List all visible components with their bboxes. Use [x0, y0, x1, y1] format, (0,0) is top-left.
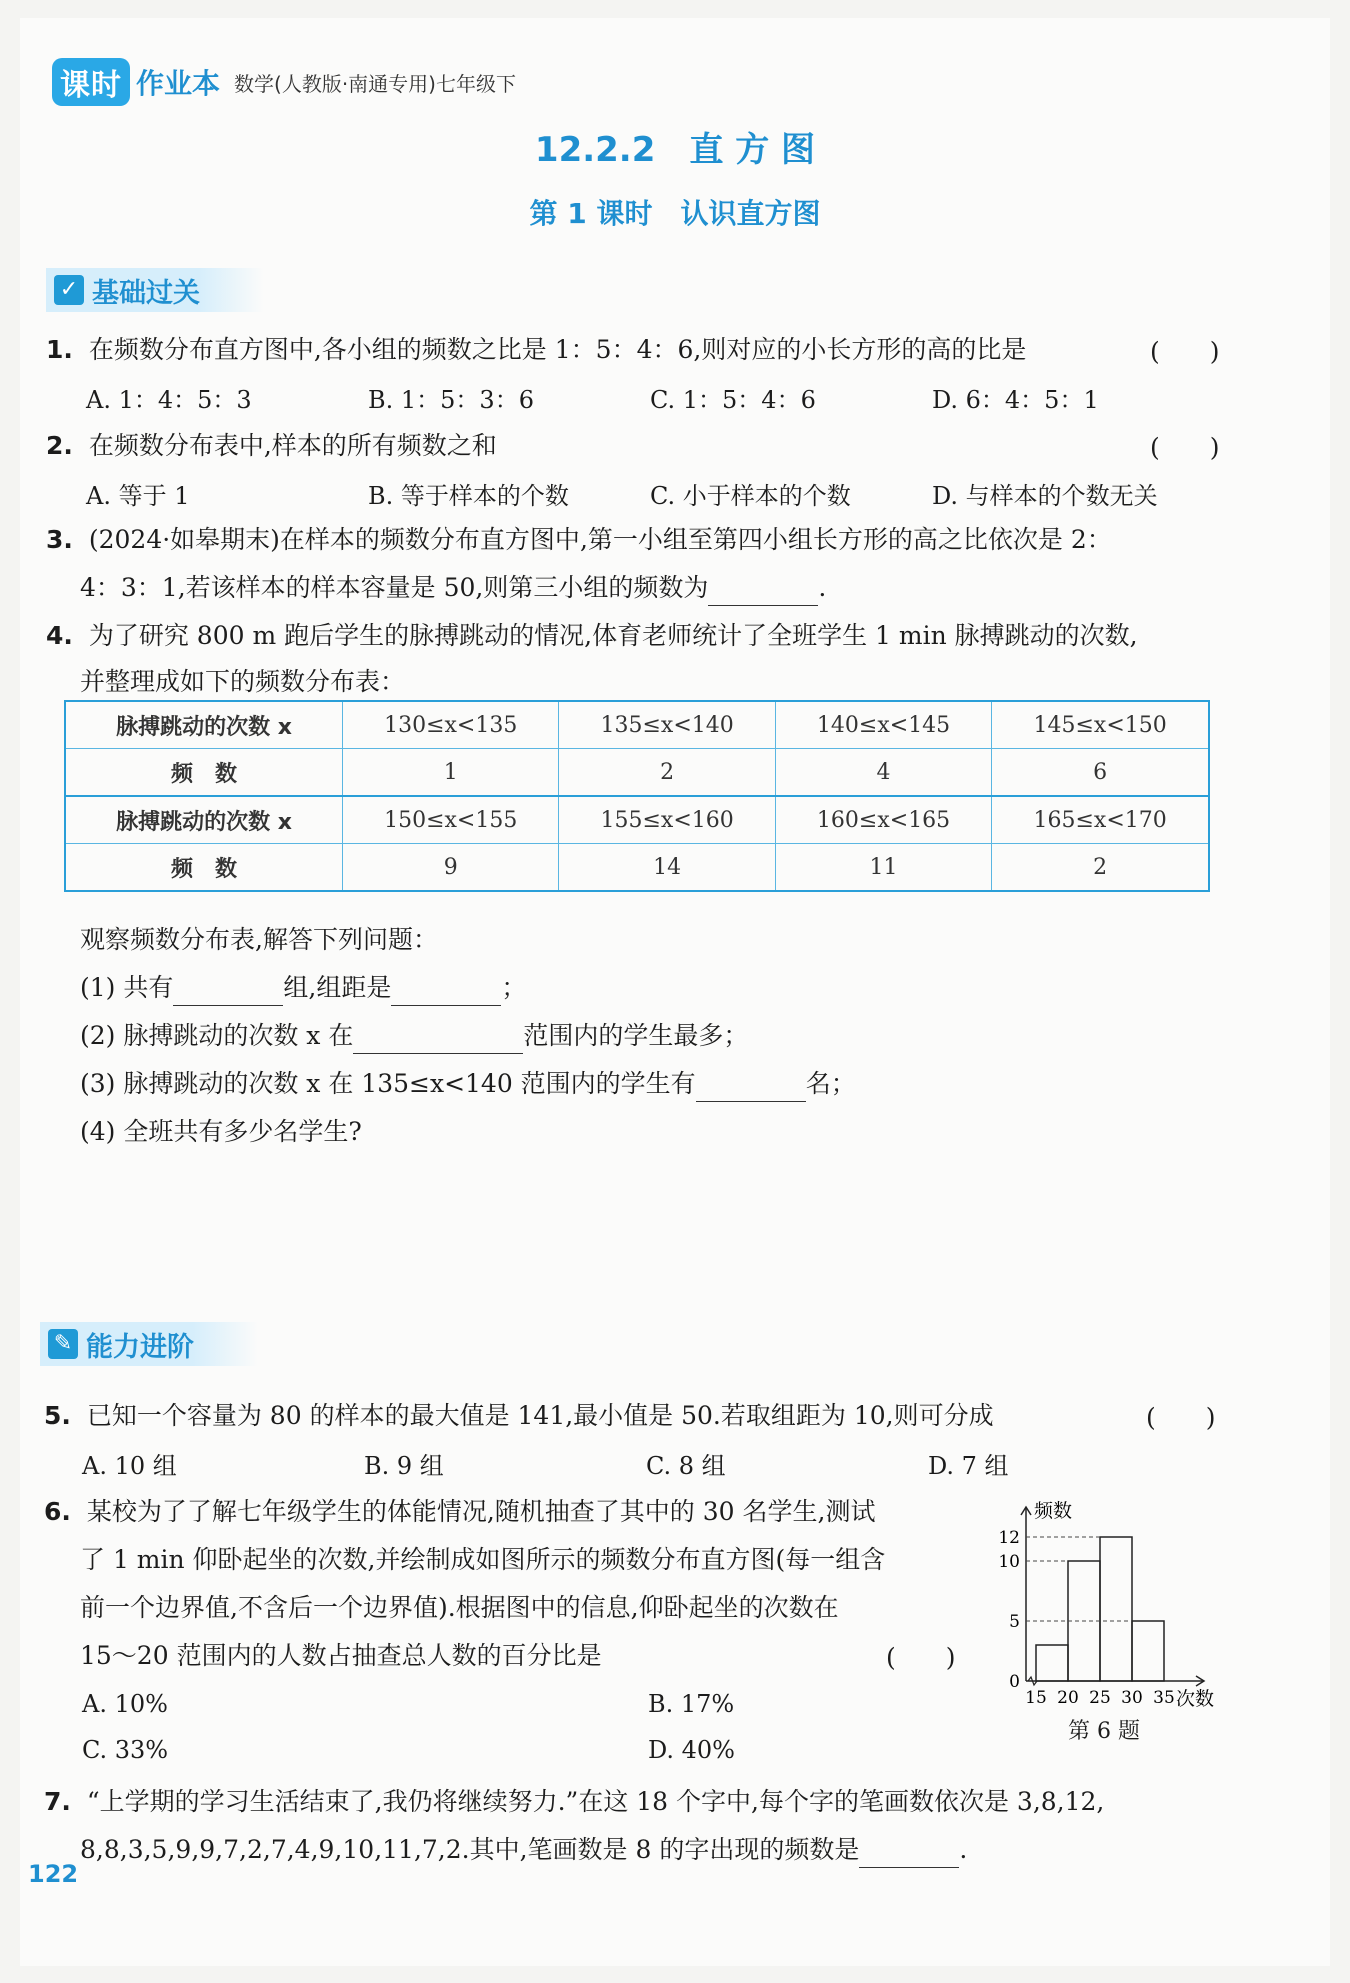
- section-basic-label: 基础过关: [92, 277, 200, 309]
- table-cell: 130≤x<135: [343, 701, 559, 749]
- histogram-bar: [1036, 1645, 1068, 1681]
- x-tick-label: 25: [1089, 1688, 1111, 1708]
- y-tick-label: 12: [998, 1528, 1020, 1548]
- section-basic: [46, 268, 264, 312]
- question-text: 名；: [805, 1069, 856, 1098]
- option-d: D. 7 组: [928, 1452, 1009, 1480]
- y-axis-title: 频数: [1034, 1500, 1073, 1522]
- question-text: 某校为了了解七年级学生的体能情况,随机抽查了其中的 30 名学生,测试: [86, 1497, 876, 1526]
- figure-caption: 第 6 题: [1068, 1719, 1140, 1744]
- question-7-line2: [80, 1832, 967, 1868]
- table-header-cell: 频 数: [65, 844, 343, 892]
- question-number: 1.: [46, 335, 73, 364]
- option-b: B. 等于样本的个数: [368, 482, 569, 510]
- table-cell: 165≤x<170: [992, 796, 1209, 844]
- question-3: [46, 522, 1112, 558]
- question-text: 为了研究 800 m 跑后学生的脉搏跳动的情况,体育老师统计了全班学生 1 min 脉搏跳动的次数,: [88, 621, 1138, 650]
- question-4: [46, 618, 1138, 654]
- question-number: 2.: [46, 431, 73, 460]
- x-tick-label: 15: [1025, 1688, 1047, 1708]
- table-cell: 6: [992, 749, 1209, 797]
- table-header-cell: 脉搏跳动的次数 x: [65, 796, 343, 844]
- question-5: [44, 1398, 994, 1434]
- book-name: 作业本: [136, 67, 221, 100]
- question-3-line2: [80, 570, 826, 606]
- y-tick-label: 5: [1009, 1612, 1020, 1632]
- question-4-part4: (4) 全班共有多少名学生?: [80, 1117, 362, 1146]
- option-d: D. 6：4：5：1: [932, 386, 1099, 414]
- answer-blank[interactable]: [173, 979, 283, 1006]
- table-cell: 145≤x<150: [992, 701, 1209, 749]
- answer-paren: ( ): [1146, 1403, 1216, 1432]
- page-subtitle: 第 1 课时 认识直方图: [529, 197, 821, 230]
- question-number: 5.: [44, 1401, 71, 1430]
- table-cell: 2: [559, 749, 775, 797]
- question-2: [46, 428, 497, 464]
- option-b: B. 9 组: [364, 1452, 444, 1480]
- question-text: 前一个边界值,不含后一个边界值).根据图中的信息,仰卧起坐的次数在: [80, 1593, 839, 1622]
- question-text: 范围内的学生最多；: [523, 1021, 749, 1050]
- page-title: 12.2.2 直 方 图: [534, 130, 816, 170]
- question-text: 8,8,3,5,9,9,7,2,7,4,9,10,11,7,2.其中,笔画数是 8 的字出现的频数是: [80, 1835, 860, 1864]
- question-4-line2: 并整理成如下的频数分布表：: [80, 667, 406, 696]
- table-cell: 14: [559, 844, 775, 892]
- option-c: C. 33%: [82, 1736, 169, 1764]
- histogram-chart: [976, 1486, 1266, 1746]
- question-text: 在频数分布表中,样本的所有频数之和: [88, 431, 497, 460]
- answer-paren: ( ): [1150, 433, 1220, 462]
- book-subject: 数学(人教版·南通专用)七年级下: [234, 71, 516, 96]
- table-row: [65, 844, 1209, 892]
- book-header: [52, 58, 516, 106]
- question-text: (3) 脉搏跳动的次数 x 在 135≤x<140 范围内的学生有: [80, 1069, 696, 1098]
- answer-blank[interactable]: [353, 1027, 523, 1054]
- question-6: [44, 1494, 875, 1530]
- table-cell: 11: [775, 844, 991, 892]
- x-tick-label: 35: [1153, 1688, 1175, 1708]
- question-text: .: [959, 1835, 968, 1864]
- question-7: [44, 1784, 1104, 1820]
- table-cell: 1: [343, 749, 559, 797]
- table-cell: 155≤x<160: [559, 796, 775, 844]
- answer-paren: ( ): [1150, 337, 1220, 366]
- question-text: (1) 共有: [80, 973, 174, 1002]
- question-text: .: [818, 573, 827, 602]
- table-cell: 160≤x<165: [775, 796, 991, 844]
- answer-blank[interactable]: [391, 979, 501, 1006]
- question-4-part3: [80, 1066, 856, 1102]
- option-a: A. 10%: [82, 1690, 168, 1718]
- page-number: 122: [28, 1860, 79, 1888]
- question-number: 7.: [44, 1787, 71, 1816]
- table-row: [65, 796, 1209, 844]
- y-tick-label: 10: [998, 1552, 1020, 1572]
- option-b: B. 1：5：3：6: [368, 386, 534, 414]
- question-text: (2) 脉搏跳动的次数 x 在: [80, 1021, 354, 1050]
- option-a: A. 10 组: [82, 1452, 177, 1480]
- question-text: 4：3：1,若该样本的样本容量是 50,则第三小组的频数为: [80, 573, 709, 602]
- question-number: 4.: [46, 621, 73, 650]
- x-axis-title: 次数: [1176, 1688, 1215, 1710]
- question-4-part2: [80, 1018, 748, 1054]
- question-text: 15～20 范围内的人数占抽查总人数的百分比是: [80, 1641, 602, 1670]
- table-cell: 140≤x<145: [775, 701, 991, 749]
- question-number: 3.: [46, 525, 73, 554]
- question-4-part1: [80, 970, 526, 1006]
- table-cell: 9: [343, 844, 559, 892]
- question-text: 了 1 min 仰卧起坐的次数,并绘制成如图所示的频数分布直方图(每一组含: [80, 1545, 886, 1574]
- question-text: 组,组距是: [283, 973, 392, 1002]
- table-row: [65, 701, 1209, 749]
- question-1: [46, 332, 1026, 368]
- pencil-icon: ✎: [48, 1329, 78, 1359]
- table-cell: 135≤x<140: [559, 701, 775, 749]
- answer-paren: ( ): [886, 1643, 956, 1672]
- question-text: 在频数分布直方图中,各小组的频数之比是 1：5：4：6,则对应的小长方形的高的比是: [88, 335, 1027, 364]
- option-b: B. 17%: [648, 1690, 735, 1718]
- option-d: D. 40%: [648, 1736, 735, 1764]
- table-cell: 2: [992, 844, 1209, 892]
- question-4-intro: 观察频数分布表,解答下列问题：: [80, 925, 438, 954]
- brand-logo: 课时: [52, 58, 130, 106]
- y-tick-label: 0: [1009, 1672, 1020, 1692]
- question-text: “上学期的学习生活结束了,我仍将继续努力.”在这 18 个字中,每个字的笔画数依次是 3,8,12,: [86, 1787, 1105, 1816]
- table-row: [65, 749, 1209, 797]
- option-c: C. 1：5：4：6: [650, 386, 816, 414]
- check-icon: ✓: [54, 275, 84, 305]
- section-advanced: [40, 1322, 258, 1366]
- answer-blank[interactable]: [696, 1075, 806, 1102]
- option-c: C. 8 组: [646, 1452, 726, 1480]
- x-tick-label: 20: [1057, 1688, 1079, 1708]
- option-a: A. 1：4：5：3: [86, 386, 252, 414]
- option-a: A. 等于 1: [86, 482, 190, 510]
- x-tick-label: 30: [1121, 1688, 1143, 1708]
- table-header-cell: 脉搏跳动的次数 x: [65, 701, 343, 749]
- option-c: C. 小于样本的个数: [650, 482, 851, 510]
- answer-blank[interactable]: [859, 1841, 959, 1868]
- histogram-bar: [1100, 1537, 1132, 1681]
- histogram-bar: [1132, 1621, 1164, 1681]
- question-text: (2024·如皋期末)在样本的频数分布直方图中,第一小组至第四小组长方形的高之比依次是 2：: [88, 525, 1112, 554]
- table-cell: 150≤x<155: [343, 796, 559, 844]
- table-cell: 4: [775, 749, 991, 797]
- question-text: 已知一个容量为 80 的样本的最大值是 141,最小值是 50.若取组距为 10,则可分成: [86, 1401, 994, 1430]
- question-number: 6.: [44, 1497, 71, 1526]
- answer-blank[interactable]: [708, 579, 818, 606]
- frequency-table: [64, 700, 1210, 892]
- question-text: ；: [501, 973, 527, 1002]
- option-d: D. 与样本的个数无关: [932, 482, 1158, 510]
- section-advanced-label: 能力进阶: [86, 1331, 194, 1363]
- table-header-cell: 频 数: [65, 749, 343, 797]
